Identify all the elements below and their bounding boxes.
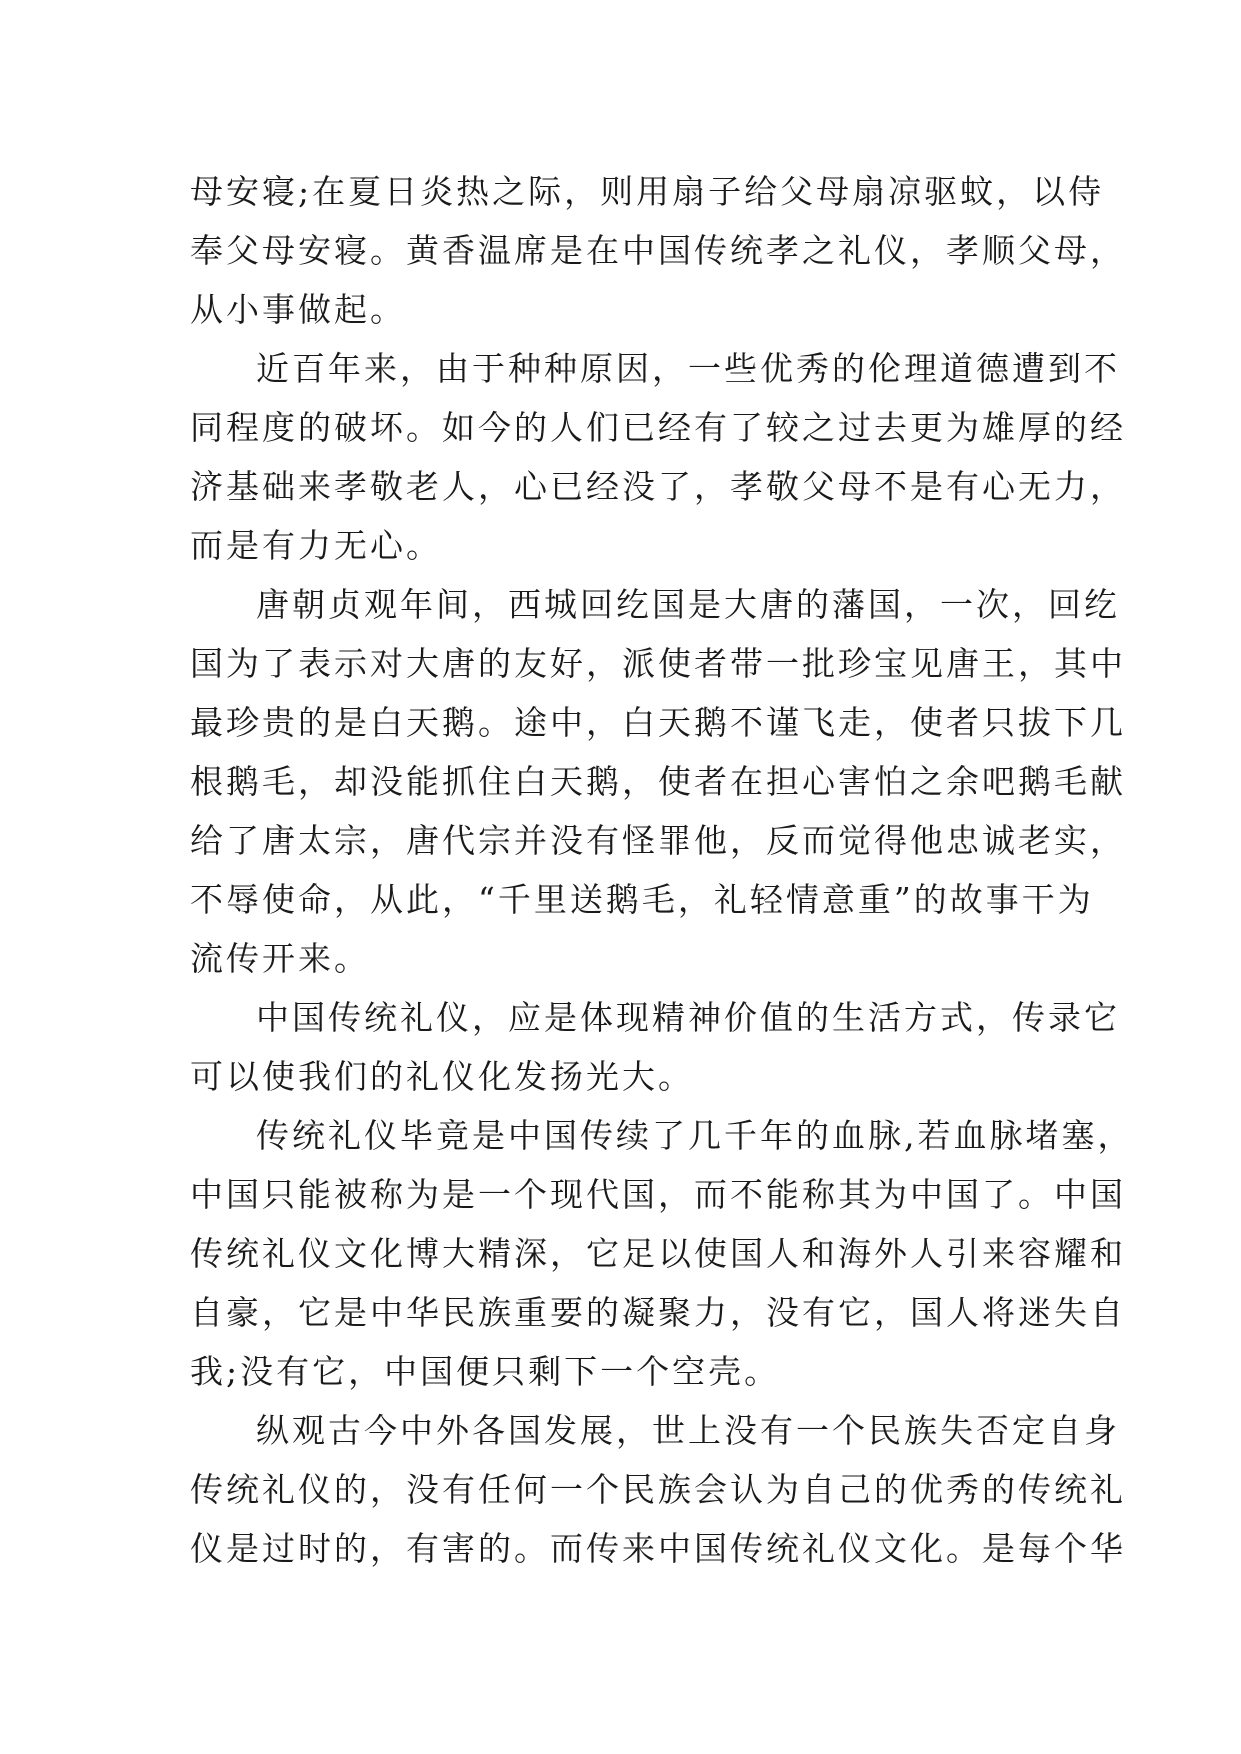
text-line: 传统礼仪毕竟是中国传续了几千年的血脉,若血脉堵塞， — [256, 1116, 1134, 1155]
text-line: 而是有力无心。 — [190, 526, 442, 565]
text-line: 唐朝贞观年间，西城回纥国是大唐的藩国，一次，回纥 — [256, 585, 1120, 624]
text-line: 济基础来孝敬老人，心已经没了，孝敬父母不是有心无力， — [190, 467, 1126, 506]
text-line: 自豪，它是中华民族重要的凝聚力，没有它，国人将迷失自 — [190, 1293, 1126, 1332]
text-line: 最珍贵的是白天鹅。途中，白天鹅不谨飞走，使者只拔下几 — [190, 703, 1126, 742]
text-line: 可以使我们的礼仪化发扬光大。 — [190, 1057, 694, 1096]
text-line: 同程度的破坏。如今的人们已经有了较之过去更为雄厚的经 — [190, 408, 1126, 447]
text-line: 不辱使命，从此，“千里送鹅毛，礼轻情意重”的故事干为 — [190, 880, 1094, 919]
text-line: 奉父母安寝。黄香温席是在中国传统孝之礼仪，孝顺父母， — [190, 231, 1126, 270]
text-line: 仪是过时的，有害的。而传来中国传统礼仪文化。是每个华 — [190, 1529, 1126, 1568]
paragraph — [190, 162, 1126, 339]
text-line: 母安寝;在夏日炎热之际，则用扇子给父母扇凉驱蚊，以侍 — [190, 172, 1105, 211]
text-line: 中国传统礼仪，应是体现精神价值的生活方式，传录它 — [256, 998, 1120, 1037]
text-line: 传统礼仪文化博大精深，它足以使国人和海外人引来容耀和 — [190, 1234, 1126, 1273]
text-line: 我;没有它，中国便只剩下一个空壳。 — [190, 1352, 781, 1391]
text-line: 传统礼仪的，没有任何一个民族会认为自己的优秀的传统礼 — [190, 1470, 1126, 1509]
paragraph — [190, 339, 1126, 575]
paragraph — [190, 988, 1120, 1106]
text-line: 根鹅毛，却没能抓住白天鹅，使者在担心害怕之余吧鹅毛献 — [190, 762, 1126, 801]
text-line: 从小事做起。 — [190, 290, 406, 329]
paragraph — [190, 1401, 1126, 1578]
text-line: 纵观古今中外各国发展，世上没有一个民族失否定自身 — [256, 1411, 1120, 1450]
text-line: 给了唐太宗，唐代宗并没有怪罪他，反而觉得他忠诚老实， — [190, 821, 1126, 860]
document-body — [190, 162, 1134, 1578]
text-line: 近百年来，由于种种原因，一些优秀的伦理道德遭到不 — [256, 349, 1120, 388]
paragraph — [190, 1106, 1134, 1401]
paragraph — [190, 575, 1126, 988]
text-line: 流传开来。 — [190, 939, 370, 978]
text-line: 中国只能被称为是一个现代国，而不能称其为中国了。中国 — [190, 1175, 1126, 1214]
text-line: 国为了表示对大唐的友好，派使者带一批珍宝见唐王，其中 — [190, 644, 1126, 683]
